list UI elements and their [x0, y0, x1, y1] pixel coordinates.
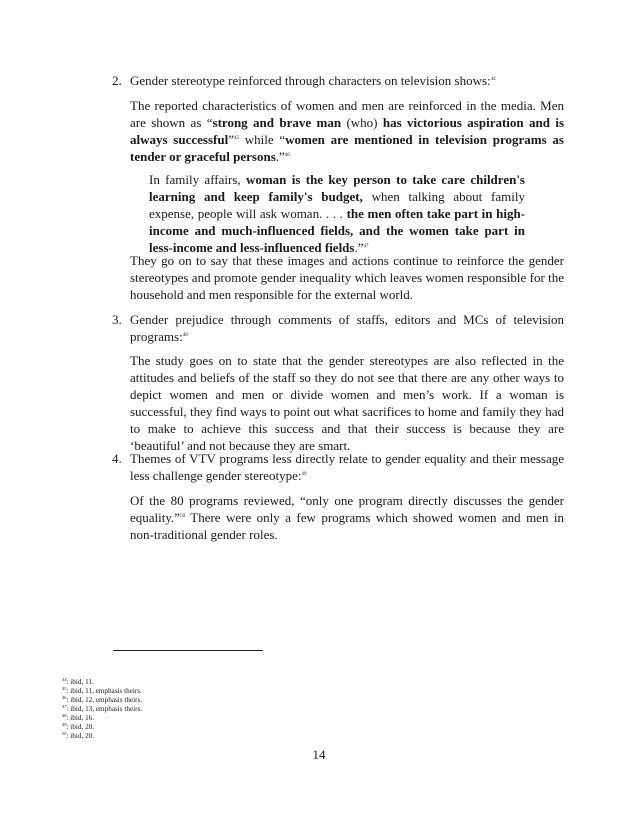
list-heading: Themes of VTV programs less directly relate to gender equality and their message less challenge gender stereotype:$^{49}$	[130, 451, 564, 483]
footnote-ref[interactable]: 50	[180, 514, 186, 519]
footnote-ref[interactable]: 45	[233, 136, 239, 141]
footnote: $^{49}$: ibid, 20.	[62, 722, 95, 731]
page-number: 14	[312, 747, 326, 762]
footnote: $^{48}$: ibid, 16.	[62, 713, 95, 722]
paragraph-programs: Of the 80 programs reviewed, “only one program directly discusses the gender equality.”$^{50}$ There were only a few programs which showed women and men in non-traditional gender roles.	[130, 493, 564, 542]
paragraph-study: The study goes on to state that the gender stereotypes are also reflected in the attitudes and beliefs of the staff so they do not see that there are any other ways to depict women and men or divide women and men’s work. If a woman is successful, they find ways to point out what sacrifices to home and family they had to make to achieve this success and that their success is because they are ‘beautiful’ and not because they are smart.	[130, 353, 564, 453]
footnote-separator	[113, 650, 263, 651]
footnote: $^{47}$: ibid, 13, emphasis theirs.	[62, 704, 143, 713]
footnote-ref[interactable]: 47	[363, 244, 369, 249]
list-heading: Gender stereotype reinforced through characters on television shows:$^{44}$	[130, 73, 496, 88]
list-item-4	[112, 450, 564, 484]
paragraph-characteristics: The reported characteristics of women and men are reinforced in the media. Men are shown as “strong and brave man (who) has victorious aspiration and is always successful”$^{45}$ while “women are mentioned in television programs as tender or graceful persons.”$^{46}$	[130, 98, 565, 164]
list-number: 4.	[112, 451, 122, 466]
footnote-ref[interactable]: 49	[301, 472, 307, 477]
footnote-ref[interactable]: 48	[182, 333, 188, 338]
footnote-ref[interactable]: 46	[284, 153, 290, 158]
block-quote: In family affairs, woman is the key person to take care children's learning and keep family's budget, when talking about family expense, people will ask woman. . . . the men often take part in high-income and much-influenced fields, and the women take part in less-income and less-influenced fields.”$^{47}$	[149, 172, 526, 255]
list-heading: Gender prejudice through comments of staffs, editors and MCs of television programs:$^{48}$	[130, 312, 564, 344]
paragraph-reinforce: They go on to say that these images and actions continue to reinforce the gender stereotypes and promote gender inequality which leaves women responsible for the household and men responsible for the external world.	[130, 253, 564, 302]
footnote: $^{44}$: ibid, 11.	[62, 677, 94, 686]
list-item-2	[112, 73, 564, 90]
list-number: 2.	[112, 73, 122, 88]
footnote: $^{45}$: ibid, 11, emphasis theirs.	[62, 686, 142, 695]
footnote: $^{50}$: ibid, 20.	[62, 731, 95, 740]
list-number: 3.	[112, 312, 122, 327]
footnote: $^{46}$: ibid, 12, emphasis theirs.	[62, 695, 143, 704]
list-item-3	[112, 311, 564, 345]
footnote-ref[interactable]: 44	[490, 77, 496, 82]
